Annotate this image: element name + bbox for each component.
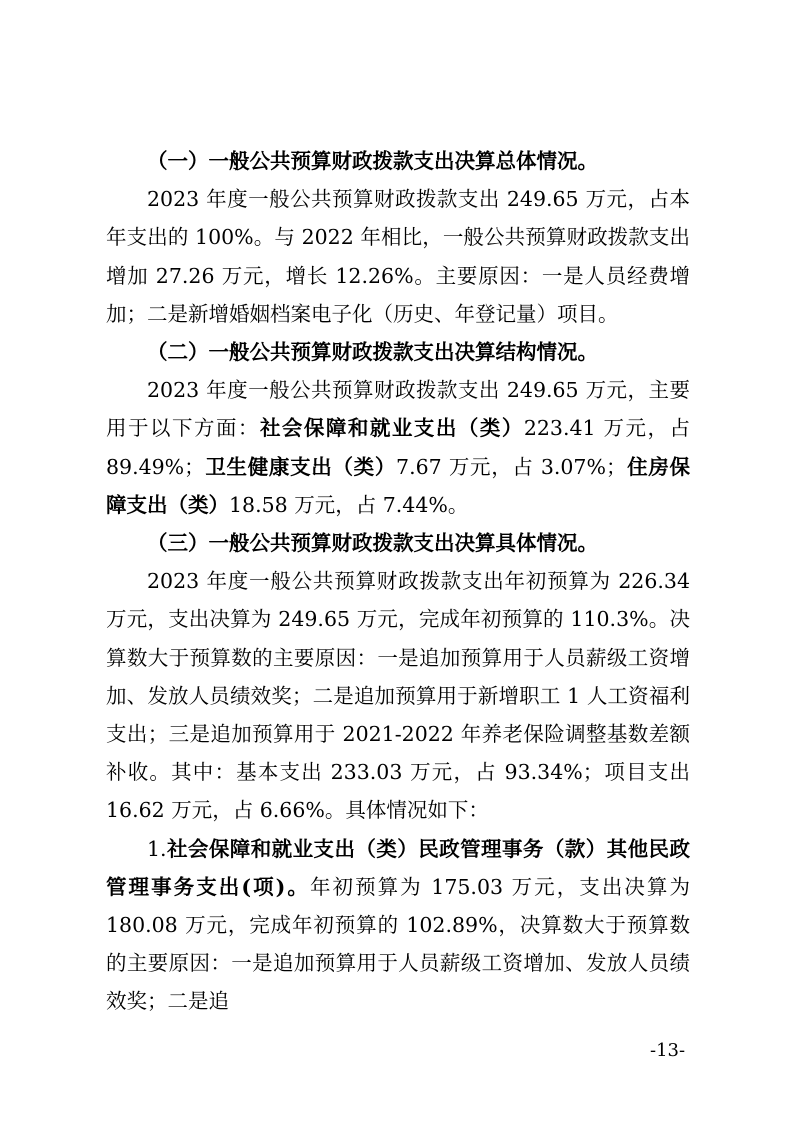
category-value: 18.58 万元，占 7.44%。 (229, 492, 469, 517)
item-number: 1. (147, 836, 167, 861)
category-label: 社会保障和就业支出（类） (259, 416, 524, 441)
section-heading: （三）一般公共预算财政拨款支出决算具体情况。 (147, 531, 598, 556)
document-body (106, 142, 690, 1021)
item-label: 社会保障和就业支出（类）民政管理事务（款）其他民政管理事务支出(项)。 (106, 836, 690, 899)
paragraph-text: 2023 年度一般公共预算财政拨款支出 249.65 万元，主要用于以下方面： (106, 378, 690, 441)
section-heading: （一）一般公共预算财政拨款支出决算总体情况。 (147, 149, 598, 173)
section-heading: （二）一般公共预算财政拨款支出决算结构情况。 (147, 340, 598, 365)
category-value: 223.41 万元，占 89.49%； (106, 416, 691, 479)
page-number: -13- (650, 1040, 686, 1061)
category-label: 住房保障支出（类） (106, 454, 691, 517)
category-value: 7.67 万元，占 3.07%； (396, 454, 627, 479)
numbered-paragraph (106, 830, 690, 1021)
paragraph: 2023 年度一般公共预算财政拨款支出 249.65 万元，占本年支出的 100%。与 2022 年相比，一般公共预算财政拨款支出增加 27.26 万元，增长 12.26%。主要原因：一是人员经费增加；二是新增婚姻档案电子化（历史、年登记量）项目。 (106, 187, 690, 326)
category-label: 卫生健康支出（类） (204, 454, 397, 479)
paragraph-text: 年初预算为 175.03 万元，支出决算为 180.08 万元，完成年初预算的 102.89%，决算数大于预算数的主要原因：一是追加预算用于人员薪级工资增加、发放人员绩效奖；二是追 (106, 874, 690, 1014)
paragraph: 2023 年度一般公共预算财政拨款支出年初预算为 226.34 万元，支出决算为 249.65 万元，完成年初预算的 110.3%。决算数大于预算数的主要原因：一是追加预算用于人员薪级工资增加、发放人员绩效奖；二是追加预算用于新增职工 1 人工资福利支出；三是追加预算用于 2021-2022 年养老保险调整基数差额补收。其中：基本支出 233.03 万元，占 93.34%；项目支出 16.62 万元，占 6.66%。具体情况如下： (106, 569, 690, 823)
paragraph (106, 371, 690, 524)
